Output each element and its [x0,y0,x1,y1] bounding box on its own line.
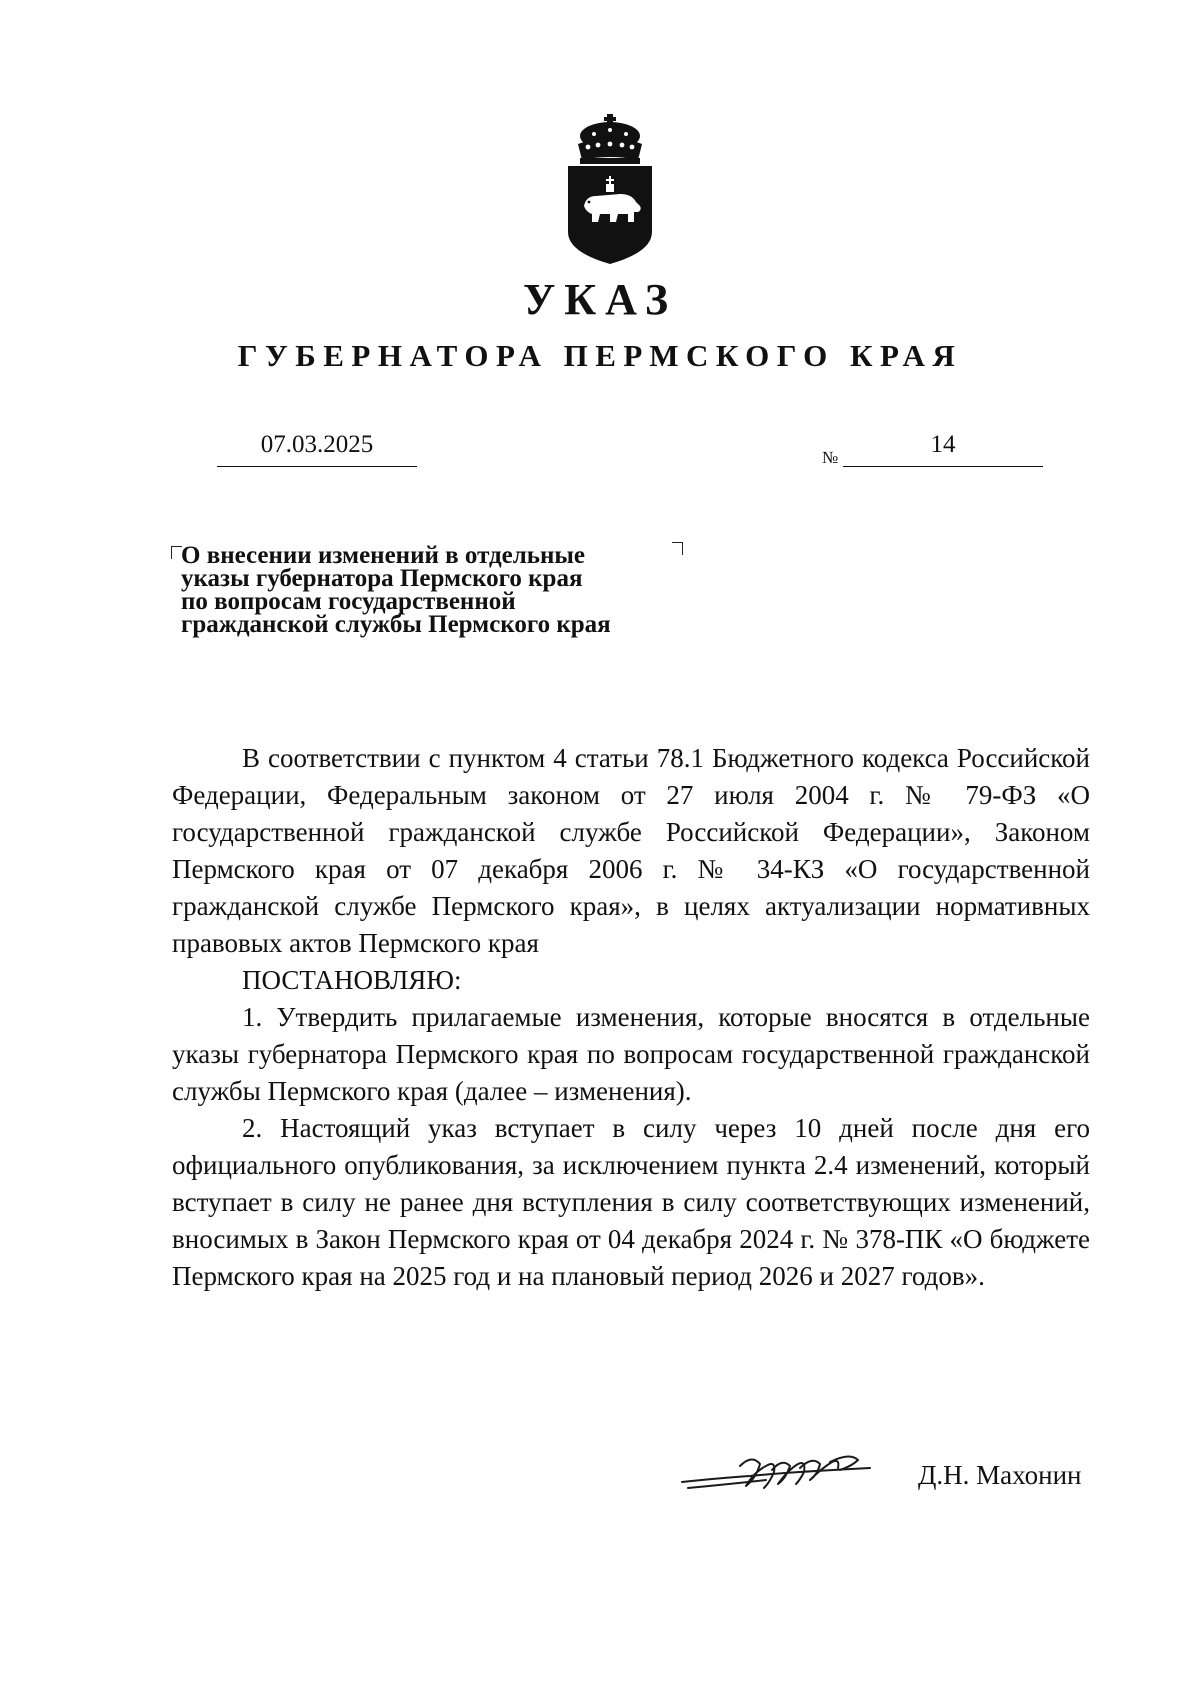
decree-number: 14 [843,430,1043,467]
subject-line: указы губернатора Пермского края [181,565,583,592]
decree-body [172,740,1090,1295]
decree-subject [181,544,701,636]
document-subtitle: ГУБЕРНАТОРА ПЕРМСКОГО КРАЯ [237,338,963,373]
decree-date: 07.03.2025 [217,430,417,467]
decree-item: 2. Настоящий указ вступает в силу через 10 дней после дня его официального опубликования, за исключением пункта 2.4 изменений, который вступает в силу не ранее дня вступления в силу соответствующих изменений, вносимых в Закон Пермского края от 04 декабря 2024 г. № 378-ПК «О бюджете Пермского края на 2025 год и на плановый период 2026 и 2027 годов». [172,1113,1090,1291]
number-sign: № [822,448,839,467]
document-title: УКАЗ [522,275,678,324]
subject-line: гражданской службы Пермского края [181,611,611,638]
decree-item: 1. Утвердить прилагаемые изменения, которые вносятся в отдельные указы губернатора Пермского края по вопросам государственной гражданской службы Пермского края (далее – изменения). [172,1002,1090,1106]
signer-name: Д.Н. Махонин [918,1460,1082,1490]
decree-word: ПОСТАНОВЛЯЮ: [242,965,462,995]
subject-line: О внесении изменений в отдельные [181,542,586,569]
handwritten-signature-icon [680,1448,880,1496]
coat-of-arms-icon [562,114,658,264]
preamble-paragraph: В соответствии с пунктом 4 статьи 78.1 Бюджетного кодекса Российской Федерации, Федеральным законом от 27 июля 2004 г. № 79-ФЗ «О государственной гражданской службе Российской Федерации», Законом Пермского края от 07 декабря 2006 г. № 34-КЗ «О государственной гражданской службе Пермского края», в целях актуализации нормативных правовых актов Пермского края [172,743,1090,958]
subject-line: по вопросам государственной [181,588,516,615]
